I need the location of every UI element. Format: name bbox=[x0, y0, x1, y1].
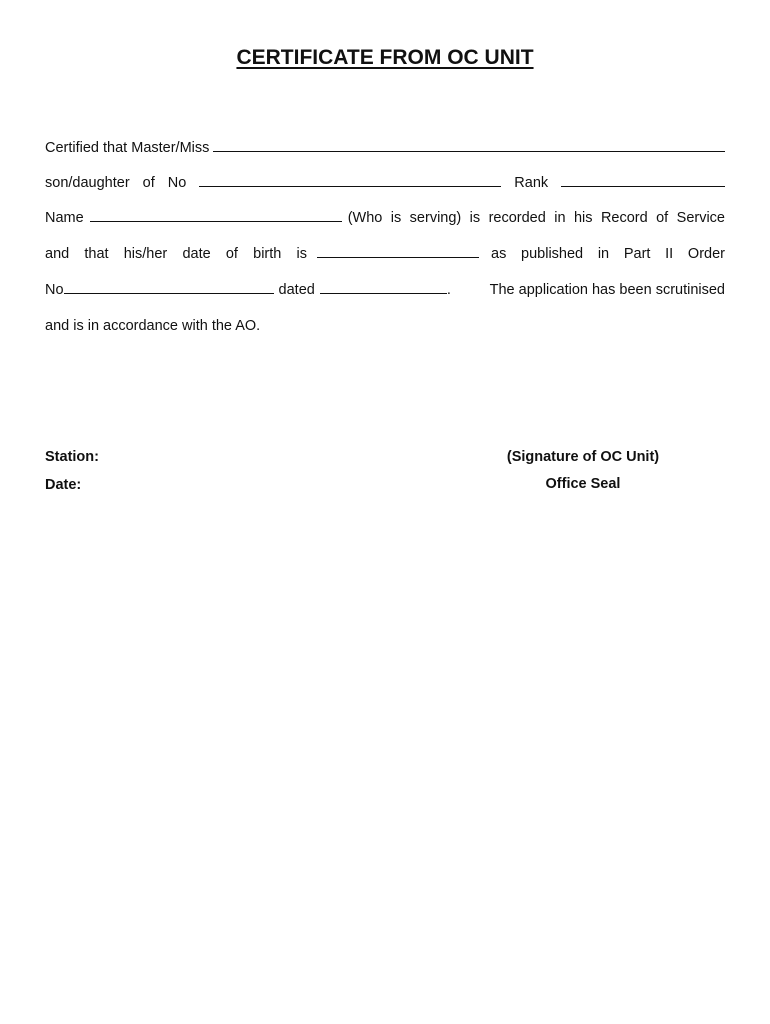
order-date-period: . bbox=[446, 282, 451, 298]
line-accordance bbox=[45, 314, 725, 334]
order-number-field[interactable] bbox=[64, 293, 274, 294]
office-seal-label: Office Seal bbox=[545, 476, 621, 492]
scrutinised-text: The application has been scrutinised bbox=[489, 282, 725, 298]
name-label: Name bbox=[45, 210, 84, 226]
of-label: of bbox=[142, 175, 155, 191]
serving-recorded-text: (Who is serving) is recorded in his Record of Service bbox=[347, 210, 725, 226]
date-of-birth-field[interactable] bbox=[317, 257, 479, 258]
date-of-birth-text: and that his/her date of birth is bbox=[45, 246, 307, 262]
station-label: Station: bbox=[45, 449, 99, 465]
signature-label: (Signature of OC Unit) bbox=[506, 449, 660, 465]
line-name bbox=[45, 206, 725, 226]
line-date-of-birth bbox=[45, 242, 725, 262]
line-certified bbox=[45, 136, 725, 156]
no-label: No bbox=[167, 175, 187, 191]
dated-label: dated bbox=[278, 282, 315, 298]
rank-field[interactable] bbox=[561, 186, 725, 187]
line-order-number bbox=[45, 278, 725, 298]
accordance-text: and is in accordance with the AO. bbox=[45, 318, 261, 334]
master-miss-name-field[interactable] bbox=[213, 151, 725, 152]
son-daughter-label: son/daughter bbox=[45, 175, 130, 191]
order-date-field[interactable] bbox=[320, 293, 447, 294]
parent-name-field[interactable] bbox=[90, 221, 342, 222]
parent-number-field[interactable] bbox=[199, 186, 501, 187]
certificate-title: CERTIFICATE FROM OC UNIT bbox=[236, 46, 534, 69]
line-son-daughter bbox=[45, 171, 725, 191]
certified-label: Certified that Master/Miss bbox=[45, 140, 210, 156]
rank-label: Rank bbox=[514, 175, 549, 191]
order-no-label: No bbox=[45, 282, 64, 298]
published-part-ii-text: as published in Part II Order bbox=[491, 246, 725, 262]
date-label: Date: bbox=[45, 477, 82, 493]
